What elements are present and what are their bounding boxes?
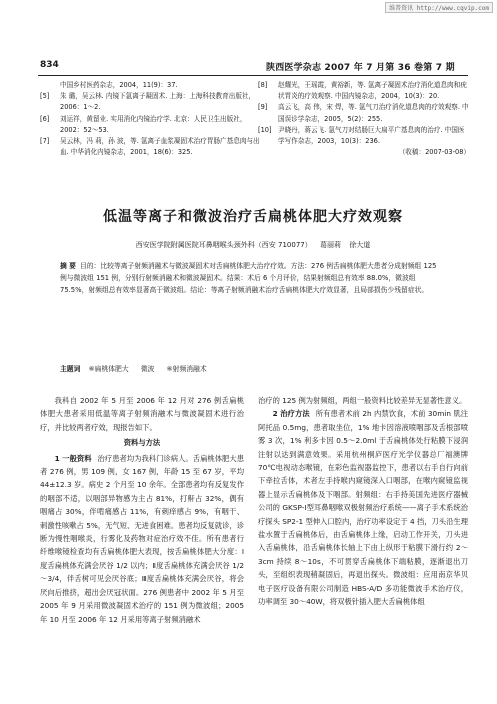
subsection-label: 1 一般资料 [54, 453, 92, 463]
section-heading: 资料与方法 [123, 438, 161, 448]
reference-item [40, 114, 262, 136]
keywords-label: 主题词 [60, 365, 81, 373]
body-column-right [258, 394, 468, 609]
reference-item [40, 136, 262, 158]
reference-number [40, 80, 60, 91]
keyword: 微波 [140, 365, 155, 373]
reference-number: [9] [258, 103, 268, 112]
abstract-text: 目的：比较等离子射频消融术与微波凝固术对舌扁桃体肥大治疗疗效。方法：276 例舌扁桃体肥大患者分成射频组 125 例与微波组 151 例，分别行射频消融术和微波凝固术。结果：术后 6 个月评价，结果射频组总有效率 88.0%，微波组 75.5%，射频组总有效率显著高于微波组。结论：等离子射频消融术治疗舌扁桃体肥大疗效显著，且局部损伤少残留症状。 [60, 262, 437, 295]
body-paragraph [40, 452, 244, 626]
article-title: 低温等离子和微波治疗舌扁桃体肥大疗效观察 [103, 209, 403, 225]
reference-number: [6] [40, 114, 50, 123]
reference-number: [5] [40, 92, 50, 101]
keyword: ⑥扁桃体肥大 [88, 365, 129, 373]
reference-text: 吴云林，冯 莉，孙 波，等. 氩离子血浆凝固术治疗胃肠广基息肉与出血. 中华消化内镜杂志，2001，18(6)：325. [60, 137, 260, 157]
keyword: ⑥射频消融术 [166, 365, 207, 373]
affiliation: 西安医学院附属医院耳鼻咽喉头颈外科（西安 710077） [135, 241, 312, 249]
paragraph-text: 治疗患者均为我科门诊病人。舌扁桃体肥大患者 276 例，男 109 例，女 167 例，年龄 15 至 67 岁，平均 44±12.3 岁。病史 2 个月至 10 余年。全部患者均有反复发作的咽部不适，以咽部异物感为主占 81%，打鼾占 32%，偶有咽痛占 30%，伴啃痛感占 11%，有刺痒感占 9%，有咽干、刺激性咳嗽占 5%，无气短、无进食困难。患者均反复就诊，诊断为慢性咽喉炎，行雾化及药物对症治疗效不佳。所有患者行纤维喉镜检查均有舌扁桃体肥大表现，按舌扁桃体肥大分度：Ⅰ度舌扁桃体充满会厌谷 1/2 以内；Ⅱ度舌扁桃体充满会厌谷 1/2～3/4，伴舌树可见会厌谷底；Ⅲ度舌扁桃体充满会厌谷，将会厌向后推挤，超出会厌冠状面。276 例患者中 2002 年 5 月至 2005 年 9 月采用微波凝固术治疗的 151 例为微波组；2005 年 10 月至 2006 年 12 月采用等离子射频消融术 [40, 453, 245, 624]
abstract [60, 260, 444, 297]
reference-text: 尹晓丹，蒋云飞. 氩气刀对结肠巨大扁平广基息肉的治疗. 中国医学写作杂志，2003，10(3)：236. [278, 125, 465, 146]
watermark-badge: 维普资讯 http://www.cqvip.com [385, 2, 493, 13]
reference-number: [7] [40, 137, 50, 146]
references-left [40, 80, 262, 158]
reference-item [40, 80, 262, 91]
received-date: （收稿：2007-03-08） [398, 148, 470, 157]
body-paragraph: 我科自 2002 年 5 月至 2006 年 12 月对 276 例舌扁桃体肥大患者采用低温等离子射频消融术与微波凝固术进行治疗，并比较两者疗效，现报告如下。 [40, 396, 244, 432]
subsection-label: 2 治疗方法 [272, 409, 310, 419]
reference-text: 朱 璐，吴云林. 内镜下氩离子凝固术. 上海：上海科技教育出版社，2006：1～2. [60, 92, 256, 112]
abstract-label: 摘 要 [60, 262, 76, 270]
paragraph-text: 所有患者术前 2h 内禁饮食，术前 30min 肌注阿托品 0.5mg，患者取坐位，1% 地卡因溶液喷咽部及舌根部喷雾 3 次，1% 利多卡因 0.5～2.0ml 于舌扁桃体处行粘膜下浸润注射以达到满意效果。采用杭州桐庐医疗光学仪器总厂福澳牌 70℃电视动态喉镜，在彩色监视器监控下，患者以右手自行向前下牵拉舌体，术者左手持喉内窥镜深入口咽部，在喉内窥镜监视器上显示舌扁桃体及下咽部。射频组：右手持美国先进医疗器械公司的 GKSP-Ⅰ型耳鼻咽喉双极射频治疗系统——离子手术系统治疗探头 SP2-1 型伸入口腔内，治疗功率设定于 4 挡，刀头沿生理盐水置于舌扁桃体后，由舌扁桃体上缘，启动工作开关，刀头进入舌扁桃体，沿舌扁桃体长轴上下由上纵形于粘膜下滑行约 2～3cm 持续 8～10s，不可贯穿舌扁桃体下端粘膜，逐渐退出刀头，至组织表现稍凝固后，再退出探头。微波组：应用南京华贝电子医疗设备有限公司制造 HBS-A/D 多功能微波手术治疗仪，功率调至 30～40W，将双极针插入肥大舌扁桃体组 [258, 409, 469, 607]
reference-text: 刘运祥，黄留业. 实用消化内镜治疗学. 北京：人民卫生出版社，2002：52～53. [60, 114, 247, 134]
reference-text: 中国乡村医药杂志，2004，11(9)：37. [60, 81, 178, 89]
body-paragraph: 治疗的 125 例为射频组，两组一般资料比较差异无显著性意义。 [258, 396, 467, 405]
body-column-left [40, 394, 244, 626]
reference-item [40, 91, 262, 113]
reference-text: 赵耀光，王瑶霞，黄裕新，等. 氩离子凝固术治疗消化道息肉和疣状胃炎的疗效观察. 中国内镜杂志，2004，10(3)：20. [278, 81, 467, 101]
journal-header: 陕西医学杂志 2007 年 7 月第 36 卷第 7 期 [266, 63, 455, 73]
reference-item [258, 102, 470, 124]
keywords [60, 363, 444, 373]
page-number: 834 [40, 60, 59, 70]
body-paragraph [258, 407, 468, 608]
authors-line [38, 240, 468, 250]
reference-number: [8] [258, 81, 268, 89]
author-name: 葛丽莉 [319, 241, 341, 249]
reference-number: [10] [258, 125, 272, 134]
reference-text: 高云飞，高 伟，宋 焊，等. 氩气刀治疗消化道息肉的疗效观察. 中国误诊学杂志，2005，5(2)：255. [278, 103, 469, 123]
references-right [258, 80, 470, 158]
author-name: 徐大道 [349, 241, 371, 249]
header-rule [38, 75, 468, 76]
reference-item [258, 80, 470, 102]
reference-item [258, 125, 470, 147]
